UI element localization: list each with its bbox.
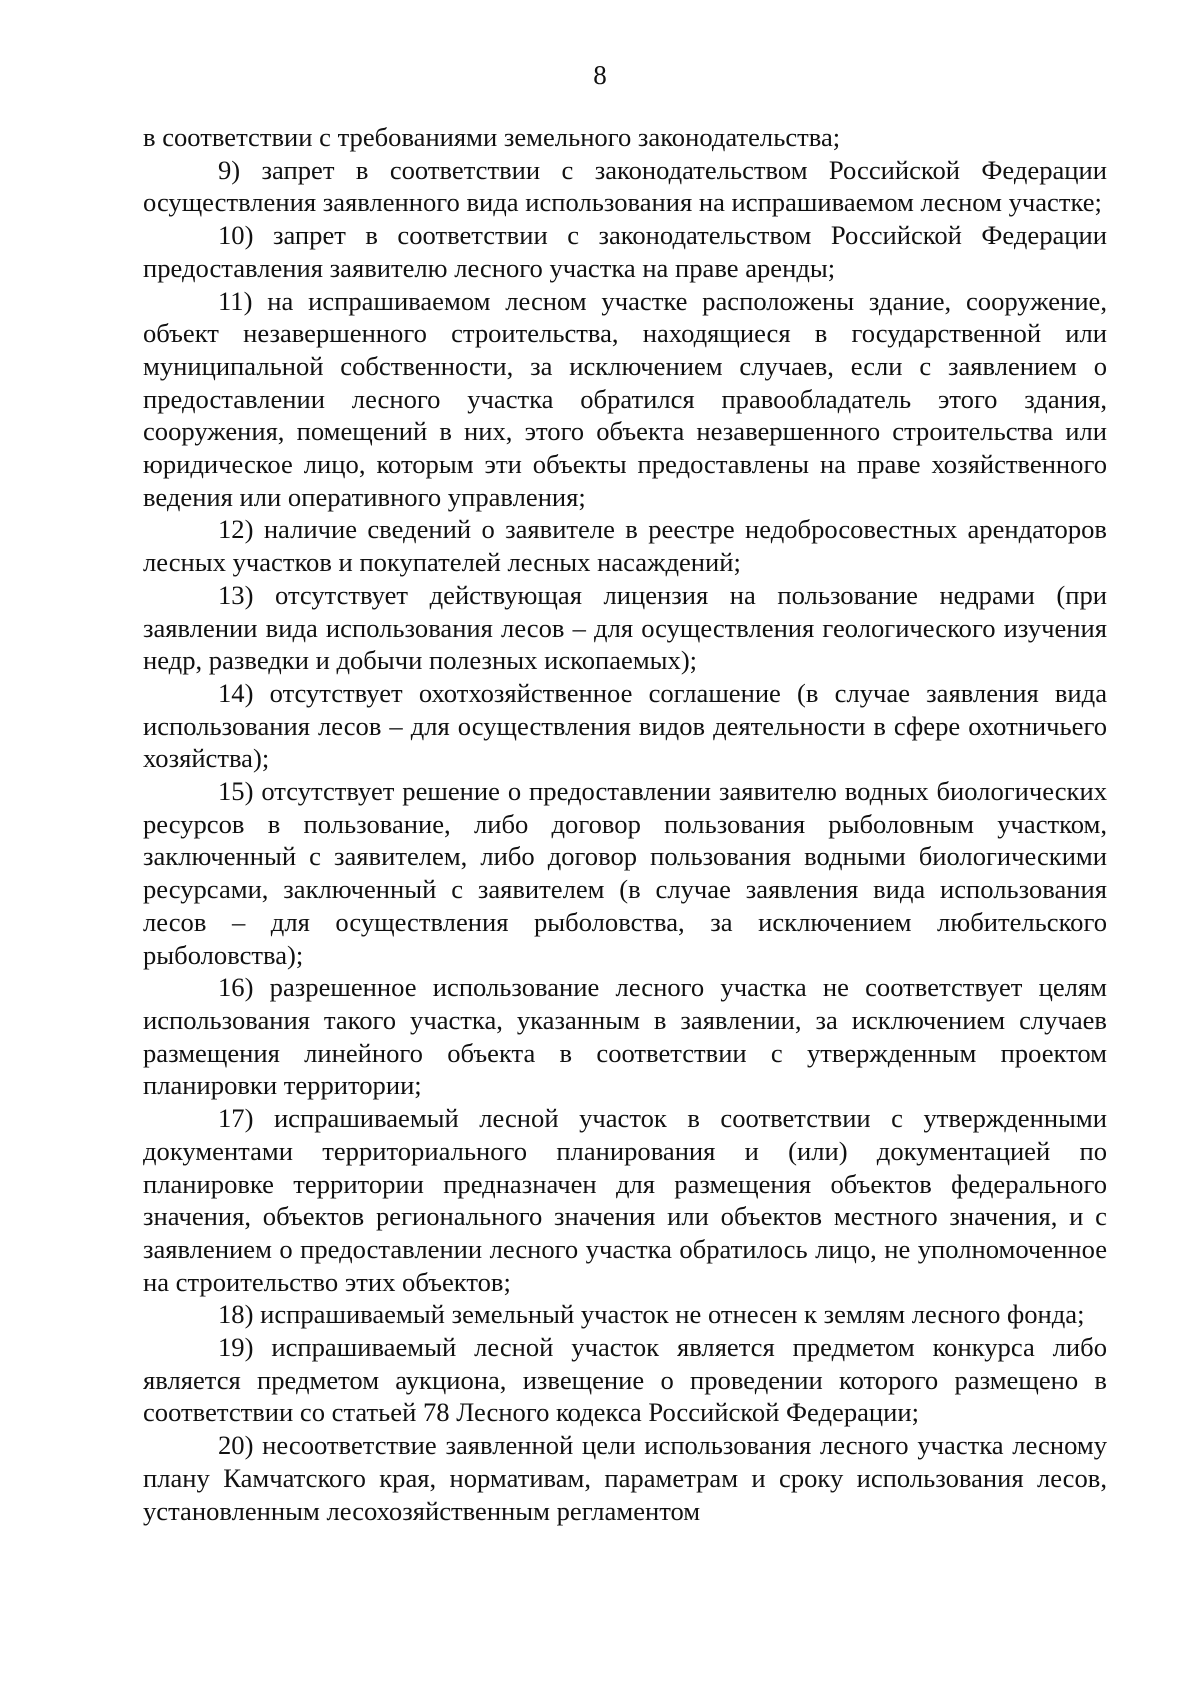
- list-item-20: 20) несоответствие заявленной цели использования лесного участка лесному плану Камчатского края, нормативам, параметрам и сроку использования лесов, установленным лесохозяйственным регламентом: [143, 1430, 1107, 1526]
- list-item-9: 9) запрет в соответствии с законодательством Российской Федерации осуществления заявленного вида использования на испрашиваемом лесном участке;: [143, 154, 1107, 218]
- page-number: 8: [593, 60, 607, 90]
- list-item-16: 16) разрешенное использование лесного участка не соответствует целям использования такого участка, указанным в заявлении, за исключением случаев размещения линейного объекта в соответствии с утвержденным проектом планировки территории;: [143, 972, 1107, 1101]
- document-body: [143, 121, 1107, 1527]
- list-item-18: 18) испрашиваемый земельный участок не отнесен к землям лесного фонда;: [218, 1299, 1085, 1330]
- list-item-13: 13) отсутствует действующая лицензия на пользование недрами (при заявлении вида использования лесов – для осуществления геологического изучения недр, разведки и добычи полезных ископаемых);: [143, 579, 1107, 676]
- list-item-10: 10) запрет в соответствии с законодательством Российской Федерации предоставления заявителю лесного участка на праве аренды;: [143, 220, 1107, 283]
- list-item-15: 15) отсутствует решение о предоставлении заявителю водных биологических ресурсов в пользование, либо договор пользования рыболовным участком, заключенный с заявителем, либо договор пользования водными биологическими ресурсами, заключенный с заявителем (в случае заявления вида использования лесов – для осуществления рыболовства, за исключением любительского рыболовства);: [143, 776, 1107, 970]
- list-item-17: 17) испрашиваемый лесной участок в соответствии с утвержденными документами территориального планирования и (или) документацией по планировке территории предназначен для размещения объектов федерального значения, объектов регионального значения или объектов местного значения, и с заявлением о предоставлении лесного участка обратилось лицо, не уполномоченное на строительство этих объектов;: [143, 1103, 1107, 1297]
- paragraph-continuation: в соответствии с требованиями земельного законодательства;: [143, 122, 841, 152]
- list-item-12: 12) наличие сведений о заявителе в реестре недобросовестных арендаторов лесных участков и покупателей лесных насаждений;: [143, 514, 1107, 578]
- list-item-19: 19) испрашиваемый лесной участок является предметом конкурса либо является предметом аукциона, извещение о проведении которого размещено в соответствии со статьей 78 Лесного кодекса Российской Федерации;: [143, 1332, 1107, 1428]
- list-item-11: 11) на испрашиваемом лесном участке расположены здание, сооружение, объект незавершенного строительства, находящиеся в государственной или муниципальной собственности, за исключением случаев, если с заявлением о предоставлении лесного участка обратился правообладатель этого здания, сооружения, помещений в них, этого объекта незавершенного строительства или юридическое лицо, которым эти объекты предоставлены на праве хозяйственного ведения или оперативного управления;: [143, 285, 1107, 512]
- list-item-14: 14) отсутствует охотхозяйственное соглашение (в случае заявления вида использования лесов – для осуществления видов деятельности в сфере охотничьего хозяйства);: [143, 677, 1107, 774]
